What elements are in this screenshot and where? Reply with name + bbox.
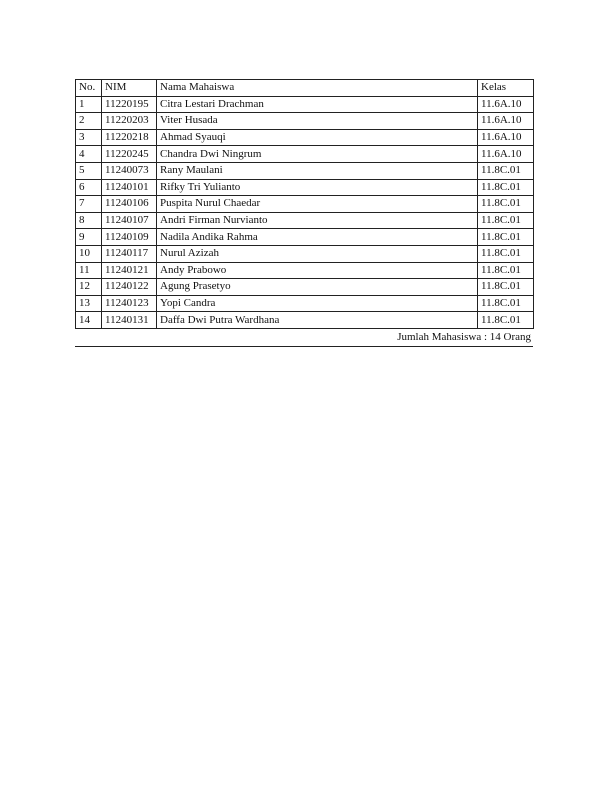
cell-nama: Daffa Dwi Putra Wardhana: [157, 312, 478, 329]
student-count-summary: Jumlah Mahasiswa : 14 Orang: [75, 329, 533, 347]
table-row: [76, 129, 534, 146]
cell-no: 1: [76, 96, 102, 113]
cell-kelas: 11.6A.10: [478, 146, 534, 163]
header-no: No.: [76, 80, 102, 97]
cell-kelas: 11.8C.01: [478, 245, 534, 262]
cell-nama: Agung Prasetyo: [157, 279, 478, 296]
cell-no: 8: [76, 212, 102, 229]
cell-nama: Nadila Andika Rahma: [157, 229, 478, 246]
header-kelas: Kelas: [478, 80, 534, 97]
cell-nim: 11240106: [102, 196, 157, 213]
cell-no: 10: [76, 245, 102, 262]
student-list-document: [75, 79, 533, 347]
table-row: [76, 179, 534, 196]
cell-no: 5: [76, 162, 102, 179]
cell-nim: 11240122: [102, 279, 157, 296]
cell-no: 13: [76, 295, 102, 312]
cell-kelas: 11.8C.01: [478, 279, 534, 296]
cell-kelas: 11.6A.10: [478, 113, 534, 130]
table-row: [76, 146, 534, 163]
cell-nim: 11240107: [102, 212, 157, 229]
cell-no: 4: [76, 146, 102, 163]
table-row: [76, 262, 534, 279]
cell-nim: 11240121: [102, 262, 157, 279]
cell-nama: Nurul Azizah: [157, 245, 478, 262]
cell-kelas: 11.8C.01: [478, 179, 534, 196]
cell-nama: Andri Firman Nurvianto: [157, 212, 478, 229]
cell-nim: 11220218: [102, 129, 157, 146]
cell-nim: 11240123: [102, 295, 157, 312]
table-row: [76, 212, 534, 229]
cell-kelas: 11.8C.01: [478, 229, 534, 246]
cell-nama: Viter Husada: [157, 113, 478, 130]
cell-kelas: 11.8C.01: [478, 295, 534, 312]
table-row: [76, 295, 534, 312]
cell-kelas: 11.6A.10: [478, 96, 534, 113]
cell-no: 9: [76, 229, 102, 246]
cell-nim: 11240109: [102, 229, 157, 246]
cell-nama: Puspita Nurul Chaedar: [157, 196, 478, 213]
cell-no: 2: [76, 113, 102, 130]
table-header-row: [76, 80, 534, 97]
cell-nim: 11240117: [102, 245, 157, 262]
cell-kelas: 11.8C.01: [478, 262, 534, 279]
cell-nama: Rifky Tri Yulianto: [157, 179, 478, 196]
cell-nama: Citra Lestari Drachman: [157, 96, 478, 113]
cell-nim: 11220195: [102, 96, 157, 113]
cell-kelas: 11.8C.01: [478, 212, 534, 229]
cell-nim: 11240073: [102, 162, 157, 179]
cell-nim: 11240131: [102, 312, 157, 329]
cell-nama: Ahmad Syauqi: [157, 129, 478, 146]
table-row: [76, 312, 534, 329]
cell-no: 7: [76, 196, 102, 213]
table-row: [76, 279, 534, 296]
table-row: [76, 162, 534, 179]
cell-no: 12: [76, 279, 102, 296]
cell-nim: 11220245: [102, 146, 157, 163]
cell-nim: 11220203: [102, 113, 157, 130]
cell-kelas: 11.6A.10: [478, 129, 534, 146]
cell-no: 3: [76, 129, 102, 146]
cell-nama: Andy Prabowo: [157, 262, 478, 279]
cell-kelas: 11.8C.01: [478, 312, 534, 329]
table-body: [76, 96, 534, 328]
cell-kelas: 11.8C.01: [478, 162, 534, 179]
cell-nama: Yopi Candra: [157, 295, 478, 312]
header-nama: Nama Mahaiswa: [157, 80, 478, 97]
table-row: [76, 96, 534, 113]
table-row: [76, 229, 534, 246]
cell-nama: Chandra Dwi Ningrum: [157, 146, 478, 163]
student-table: [75, 79, 534, 329]
table-row: [76, 245, 534, 262]
header-nim: NIM: [102, 80, 157, 97]
cell-nim: 11240101: [102, 179, 157, 196]
cell-kelas: 11.8C.01: [478, 196, 534, 213]
cell-nama: Rany Maulani: [157, 162, 478, 179]
cell-no: 14: [76, 312, 102, 329]
cell-no: 6: [76, 179, 102, 196]
cell-no: 11: [76, 262, 102, 279]
table-row: [76, 196, 534, 213]
table-row: [76, 113, 534, 130]
